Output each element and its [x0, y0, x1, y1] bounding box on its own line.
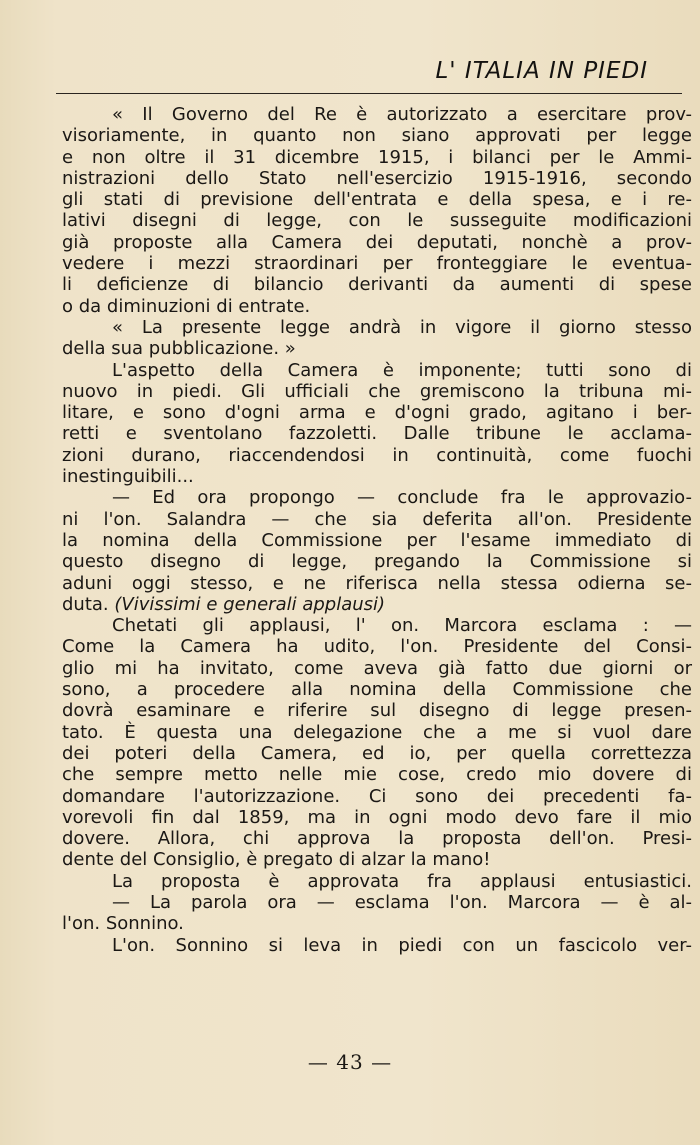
text-line: l'on. Sonnino.	[62, 913, 184, 935]
text-line: o da diminuzioni di entrate.	[62, 295, 311, 317]
text-line: L'aspetto della Camera è imponente; tutti sono di	[112, 359, 692, 381]
text-line: retti e sventolano fazzoletti. Dalle tribune le acclama-	[62, 423, 692, 445]
text-line: tato. È questa una delegazione che a me si vuol dare	[62, 721, 692, 743]
text-line: vedere i mezzi straordinari per fronteggiare le eventua-	[62, 253, 692, 275]
text-line: L'on. Sonnino si leva in piedi con un fascicolo ver-	[112, 934, 692, 956]
text-line: ni l'on. Salandra — che sia deferita all'on. Presidente	[62, 508, 692, 530]
text-line: sono, a procedere alla nomina della Commissione che	[62, 679, 692, 701]
header-rule	[56, 93, 682, 94]
text-fragment: duta.	[62, 593, 109, 615]
text-line: zioni durano, riaccendendosi in continuità, come fuochi	[62, 444, 692, 466]
running-header: L' ITALIA IN PIEDI	[435, 58, 648, 84]
italic-stage-direction: (Vivissimi e generali applausi)	[114, 593, 386, 615]
text-line: e non oltre il 31 dicembre 1915, i bilanci per le Ammi-	[62, 146, 692, 168]
text-line: — Ed ora propongo — conclude fra le approvazio-	[112, 487, 692, 509]
page-body	[62, 104, 692, 956]
text-line: glio mi ha invitato, come aveva già fatto due giorni or	[62, 657, 692, 679]
text-line: nuovo in piedi. Gli ufficiali che gremiscono la tribuna mi-	[62, 380, 692, 402]
text-line: che sempre metto nelle mie cose, credo mio dovere di	[62, 764, 692, 786]
text-line: lativi disegni di legge, con le susseguite modificazioni	[62, 210, 692, 232]
text-line: dovere. Allora, chi approva la proposta dell'on. Presi-	[62, 828, 692, 850]
text-line: la nomina della Commissione per l'esame immediato di	[62, 529, 692, 551]
text-line: dei poteri della Camera, ed io, per quella correttezza	[62, 742, 692, 764]
text-line: già proposte alla Camera dei deputati, nonchè a prov-	[62, 231, 692, 253]
text-line: li deficienze di bilancio derivanti da aumenti di spese	[62, 274, 692, 296]
text-line: Chetati gli applausi, l' on. Marcora esclama : —	[112, 615, 692, 637]
text-line: questo disegno di legge, pregando la Commissione si	[62, 551, 692, 573]
text-line: visoriamente, in quanto non siano approvati per legge	[62, 125, 692, 147]
text-line: Come la Camera ha udito, l'on. Presidente del Consi-	[62, 636, 692, 658]
text-line: — La parola ora — esclama l'on. Marcora — è al-	[112, 891, 692, 913]
text-line: litare, e sono d'ogni arma e d'ogni grado, agitano i ber-	[62, 402, 692, 424]
text-line	[62, 594, 692, 615]
text-line: domandare l'autorizzazione. Ci sono dei precedenti fa-	[62, 785, 692, 807]
text-line: inestinguibili...	[62, 466, 194, 488]
text-line: dente del Consiglio, è pregato di alzar la mano!	[62, 849, 491, 871]
text-line: « Il Governo del Re è autorizzato a esercitare prov-	[112, 104, 692, 125]
text-line: dovrà esaminare e riferire sul disegno di legge presen-	[62, 700, 692, 722]
text-line: gli stati di previsione dell'entrata e della spesa, e i re-	[62, 189, 692, 211]
text-line: della sua pubblicazione. »	[62, 338, 296, 360]
text-line: aduni oggi stesso, e ne riferisca nella stessa odierna se-	[62, 572, 692, 594]
text-line: vorevoli fin dal 1859, ma in ogni modo devo fare il mio	[62, 806, 692, 828]
text-line: « La presente legge andrà in vigore il giorno stesso	[112, 316, 692, 338]
text-line: La proposta è approvata fra applausi entusiastici.	[112, 870, 692, 892]
text-line: nistrazioni dello Stato nell'esercizio 1915-1916, secondo	[62, 167, 692, 189]
page-number: — 43 —	[307, 1050, 393, 1074]
